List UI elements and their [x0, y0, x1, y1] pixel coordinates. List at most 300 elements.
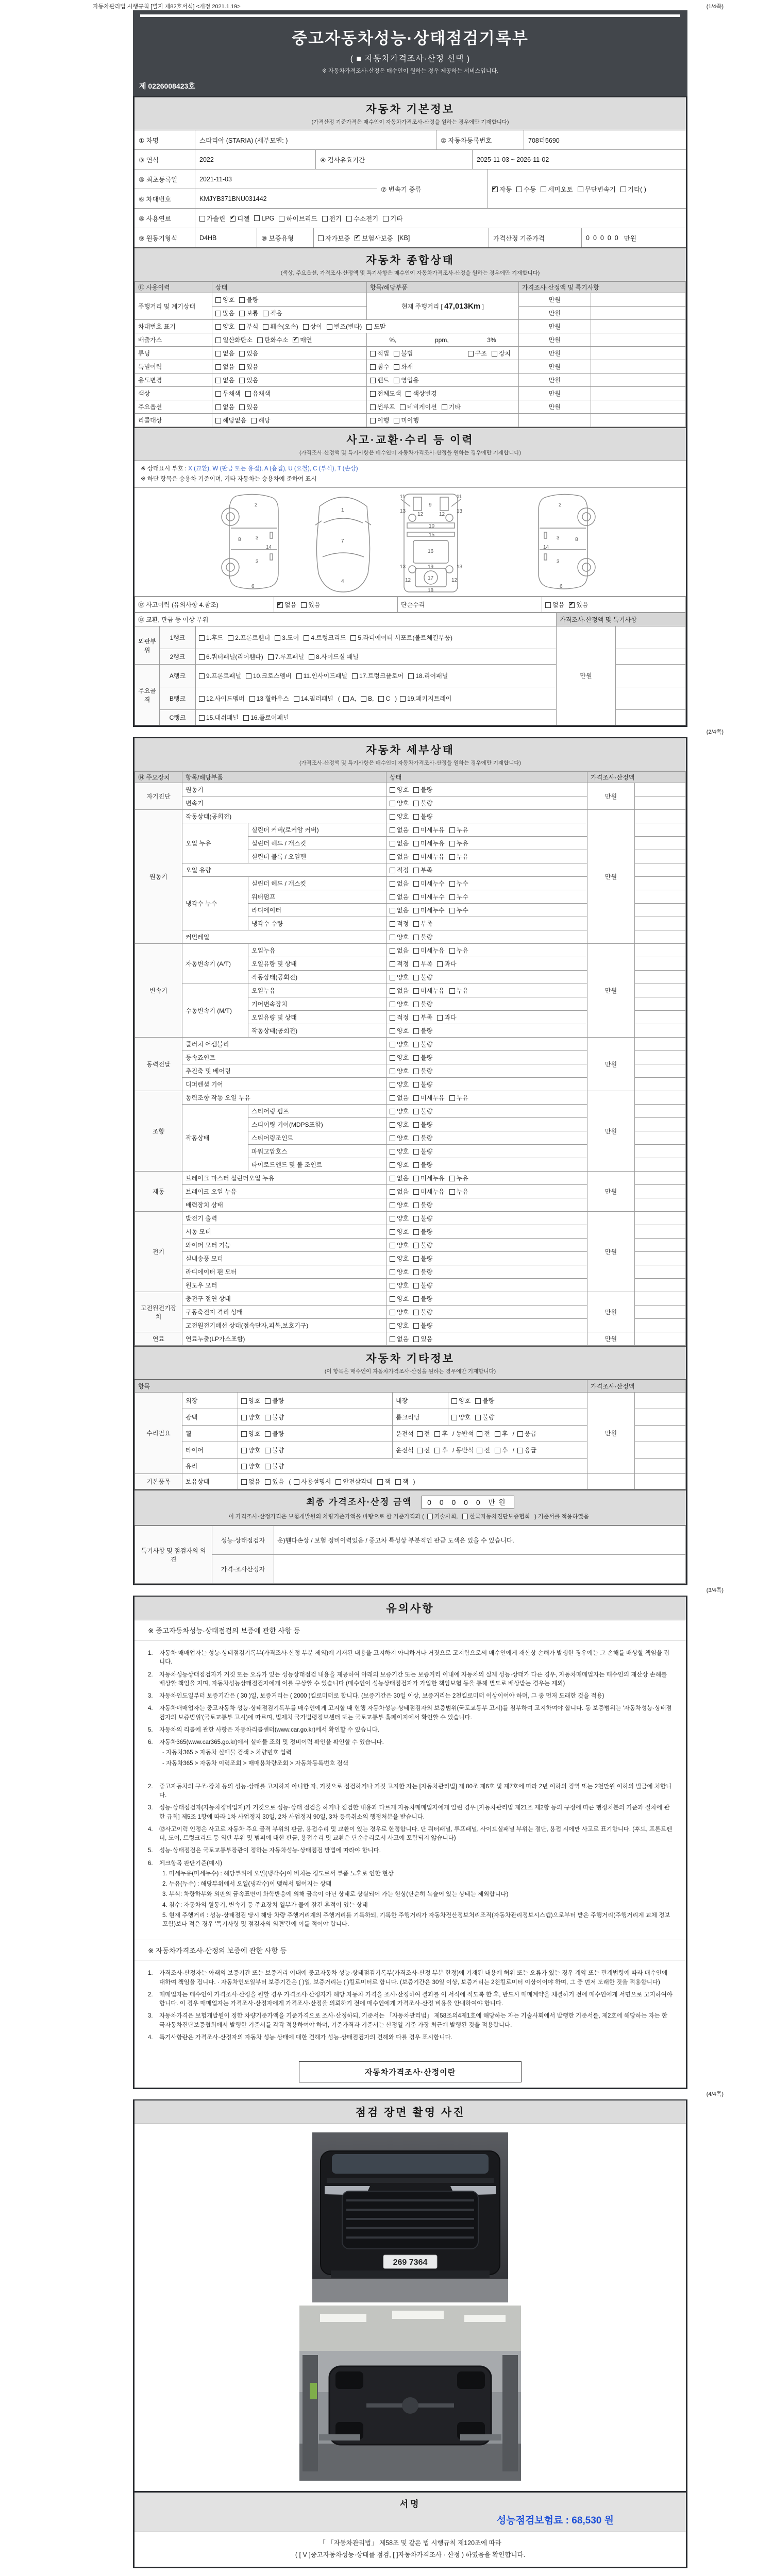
notes-cell: [591, 293, 686, 307]
detail-row: [135, 1038, 686, 1051]
decor-strip: [140, 14, 680, 17]
state-options: [386, 1158, 587, 1172]
state-options: [386, 1239, 587, 1252]
checkbox-icon: [241, 1415, 247, 1420]
option-양호: 양호: [241, 1429, 260, 1438]
confirm-line-1: 「 「자동차관리법」 제58조 및 같은 법 시행규칙 제120조에 따라: [319, 2539, 501, 2547]
license-plate: 269 7364: [393, 2258, 428, 2267]
checkbox-icon: [449, 827, 455, 833]
checkbox-icon: [413, 1069, 419, 1074]
checkbox-icon: [413, 1082, 419, 1088]
checkbox-icon: [378, 696, 384, 702]
checkbox-icon: [413, 1015, 419, 1021]
option-없음: 없음: [390, 852, 409, 861]
glass-options: [238, 1459, 587, 1474]
price-cell: 만원: [519, 360, 591, 374]
option-text: 운전석: [396, 1430, 414, 1438]
option-불량: 불량: [413, 812, 432, 821]
notes-cell: [591, 400, 686, 414]
option-후: 후: [495, 1429, 508, 1438]
option-누유: 누유: [449, 1174, 468, 1182]
checkbox-icon: [413, 1095, 419, 1101]
field-label: ⑥ 차대번호: [135, 189, 195, 208]
notice-item: [148, 1825, 673, 1843]
checkbox-icon: [413, 988, 419, 994]
row-label: 유리: [182, 1459, 238, 1474]
option-불량: 불량: [413, 1214, 432, 1223]
device-group-label: 제동: [135, 1172, 182, 1212]
accident-history-label: ⑫ 사고이력 (유의사항 4.참조): [135, 597, 274, 613]
notes-cell: [635, 1131, 686, 1145]
option-text: / 동반석: [452, 1447, 474, 1454]
option-양호: 양호: [390, 1200, 409, 1209]
sub-group-label: 수동변속기 (M/T): [182, 984, 248, 1038]
option-불량: 불량: [413, 1254, 432, 1263]
notes-cell: [635, 1239, 686, 1252]
checkbox-icon: [390, 1109, 395, 1114]
notes-cell: [635, 1064, 686, 1078]
option-보통: 보통: [239, 309, 258, 317]
checkbox-icon: [417, 1448, 423, 1453]
section-title: 자동차 기본정보: [366, 104, 455, 115]
option-13 휠하우스: 13 휠하우스: [249, 694, 289, 703]
legend-prefix: ※ 상태표시 부호 :: [141, 466, 189, 472]
checkbox-icon: [413, 1243, 419, 1248]
option-양호: 양호: [390, 1053, 409, 1062]
notice-subitem: 3. 부식: 차량하부와 외판의 금속표면이 화학반응에 의해 금속이 아닌 상태로 상실되어 가는 현상(단순히 녹슬어 있는 상태는 제외합니다): [162, 1891, 509, 1898]
special-detail-options: [367, 360, 519, 374]
svg-text:12: 12: [405, 578, 411, 584]
state-options: [386, 944, 587, 957]
checkbox-icon: [279, 216, 284, 222]
notice-item: [148, 1969, 673, 1987]
checkbox-icon: [390, 921, 395, 927]
notice-item: [148, 1991, 673, 2009]
notice-text: 자동차성능상태점검자가 거짓 또는 오류가 있는 성능상태점검 내용을 제공하여 아래의 보증기간 또는 보증거리 이내에 자동차의 실제 성능·상태가 다른 경우, 자동차매매업자는 매수인의 재산상 손해를 배상할 책임을 지며, 자동차성능상태점검자에게 이를 구상할 수 있습니다.(매수인이 성능상태점검자가 가입한 책임보험 등을 통해 별도로 배상받는 경우는 제외): [159, 1671, 667, 1687]
svg-text:17: 17: [428, 575, 434, 582]
checkbox-icon: [265, 1448, 271, 1453]
checkbox-icon: [413, 1310, 419, 1315]
checkbox-icon: [215, 418, 221, 423]
notes-cell: [635, 984, 686, 997]
checkbox-icon: [370, 404, 376, 410]
notes-cell: [635, 1393, 686, 1409]
checkbox-icon: [413, 1028, 419, 1034]
svg-text:14: 14: [543, 545, 549, 551]
option-해당없음: 해당없음: [215, 416, 246, 425]
option-불량: 불량: [413, 785, 432, 794]
checkbox-icon: [350, 635, 356, 641]
checkbox-icon: [390, 1028, 395, 1034]
rank-items: [196, 710, 557, 725]
svg-text:11: 11: [400, 494, 406, 500]
emission-values: [367, 333, 519, 347]
checkbox-icon: [390, 787, 395, 793]
svg-text:3: 3: [557, 559, 560, 565]
tuning-detail: [367, 347, 519, 360]
notice-subitem: - 자동차365 > 자동차 실매물 검색 > 차량번호 입력: [162, 1750, 292, 1756]
checkbox-icon: [390, 1095, 395, 1101]
row-label: 용도변경: [135, 374, 212, 387]
option-text: 운전석: [396, 1447, 414, 1454]
checkbox-icon: [390, 1069, 395, 1074]
option-미세누유: 미세누유: [413, 986, 444, 995]
notes-cell: [635, 1459, 686, 1474]
rank-items: [196, 665, 557, 687]
notes-cell: [635, 1332, 686, 1346]
state-options: [386, 1105, 587, 1118]
field-label: ⑩ 보증유형: [257, 228, 314, 247]
option-불량: 불량: [265, 1396, 284, 1405]
checkbox-icon: [406, 391, 411, 397]
title-band: [133, 10, 687, 96]
table-row: [135, 150, 686, 170]
option-보험사보증: ✔ 보험사보증: [355, 233, 393, 243]
panel-group-label: 외판부위: [135, 626, 160, 665]
option-text: [KB]: [397, 234, 410, 242]
col-header: ⑭ 주요장치: [135, 772, 182, 783]
opinion-group-label: 특기사항 및 점검자의 의견: [135, 1526, 212, 1584]
field-label: ⑨ 원동기형식: [135, 228, 195, 247]
option-없음: 없음: [390, 839, 409, 848]
option-상이: 상이: [303, 322, 322, 331]
price-cell: 만원: [519, 333, 591, 347]
svg-text:12: 12: [439, 512, 445, 518]
notice-number: 3.: [148, 2013, 153, 2020]
notes-cell: [635, 1091, 686, 1105]
section-note: (가격조사·산정액 및 특기사항은 매수인이 자동차가격조사·산정을 원하는 경우에만 기재합니다): [299, 450, 521, 456]
col-header: 가격조사·산정액: [587, 772, 686, 783]
checkbox-icon: [370, 351, 376, 357]
comprehensive-table: [135, 281, 686, 427]
svg-text:12: 12: [451, 578, 458, 584]
notice-text: 자동차 매매업자는 성능·상태점검기록부(가격조사·산정 부분 제외)에 기재된 내용을 고지하지 아니하거나 거짓으로 고지함으로써 매수인에게 재산상 손해가 발생한 경우에는 그 손해를 배상할 책임을 집니다.: [159, 1650, 670, 1666]
notice-subitem: 4. 침수: 자동차의 원동기, 변속기 등 주요장치 일부가 물에 잠긴 흔적이 있는 상태: [162, 1902, 368, 1908]
option-후: 후: [434, 1429, 448, 1438]
option-없음: 없음: [215, 349, 234, 358]
option-기술사회,: 기술사회,: [427, 1512, 458, 1520]
notes-cell: [635, 1078, 686, 1091]
mileage-state-options: [212, 293, 367, 307]
option-불량: 불량: [413, 973, 432, 981]
checkbox-checked-icon: [277, 602, 283, 608]
checkbox-icon: [495, 1431, 500, 1437]
option-불법: 불법: [394, 349, 413, 358]
item-label: 변속기: [182, 796, 386, 810]
state-options: [386, 1172, 587, 1185]
option-누수: 누수: [449, 906, 468, 914]
signature-title: 서명: [399, 2499, 421, 2510]
state-options: [386, 796, 587, 810]
checkbox-icon: [413, 921, 419, 927]
checkbox-icon: [390, 948, 395, 954]
detail-row: [135, 1091, 686, 1105]
checkbox-icon: [413, 1109, 419, 1114]
price-cell: 만원: [519, 307, 591, 320]
option-안전삼각대: 안전삼각대: [335, 1477, 373, 1486]
notes-cell: [616, 649, 686, 665]
state-options: [386, 850, 587, 863]
option-양호: 양호: [390, 1321, 409, 1330]
section-title: 자동차 세부상태: [366, 744, 455, 757]
option-있음: 있음: [301, 600, 320, 609]
item-label: 냉각수 수량: [248, 917, 386, 930]
checkbox-icon: [413, 1229, 419, 1235]
notes-cell: [635, 1105, 686, 1118]
notes-cell: [635, 796, 686, 810]
row-label: 주요옵션: [135, 400, 212, 414]
item-label: 파워고압호스: [248, 1145, 386, 1158]
notes-cell: [635, 1172, 686, 1185]
notice-text: ⑫사고이력 인정은 사고로 자동차 주요 골격 부위의 판금, 용접수리 및 교환이 있는 경우로 한정합니다. 단 쿼터패널, 루프패널, 사이드실패널 부위는 절단, 용접 시에만 사고로 표기합니다. (후드, 프론트펜더, 도어, 트렁크리드 등 외판 부위 및 범퍼에 대한 판금, 용접수리 및 교환은 단순수리로서 사고에 포함되지 않습니다): [159, 1826, 673, 1842]
notice-subtitle-2: ※ 자동차가격조사·산정의 보증에 관한 사항 등: [135, 1940, 686, 1960]
svg-text:16: 16: [428, 549, 434, 555]
table-row: [135, 626, 686, 649]
price-cell: [587, 1474, 635, 1489]
option-불량: 불량: [413, 1107, 432, 1115]
svg-text:14: 14: [266, 545, 272, 551]
current-mileage: [367, 293, 519, 320]
exchange-panel-table: [135, 613, 686, 725]
checkbox-icon: [318, 235, 324, 241]
checkbox-icon: [449, 1095, 455, 1101]
option-6.쿼터패널(리어휀다): 6.쿼터패널(리어휀다): [199, 652, 263, 661]
svg-text:12: 12: [417, 512, 424, 518]
col-header: 항목: [135, 1380, 587, 1393]
usage-detail-options: [367, 374, 519, 387]
option-누수: 누수: [449, 892, 468, 901]
option-없음: 없음: [390, 946, 409, 955]
notice-item: [148, 1704, 673, 1722]
checkbox-icon: [390, 1189, 395, 1195]
checkbox-icon: [199, 654, 205, 660]
vin-state-options: [212, 320, 519, 333]
checkbox-icon: [390, 1323, 395, 1329]
option-없음: 없음: [390, 1174, 409, 1182]
checkbox-icon: [370, 391, 376, 397]
option-후: 후: [495, 1446, 508, 1454]
option-있음: 있음: [239, 362, 258, 371]
option-수동: 수동: [516, 184, 536, 194]
checkbox-icon: [413, 1042, 419, 1047]
confirmation-text: [135, 2532, 686, 2567]
device-group-label: 동력전달: [135, 1038, 182, 1091]
table-row: [135, 400, 686, 414]
checkbox-icon: [239, 404, 245, 410]
state-options: [386, 877, 587, 890]
option-양호: 양호: [390, 1294, 409, 1303]
option-불량: 불량: [413, 999, 432, 1008]
option-있음: 있음: [239, 376, 258, 384]
notes-cell: [591, 414, 686, 427]
option-과다: 과다: [437, 959, 456, 968]
svg-text:2: 2: [559, 502, 562, 509]
option-불량: 불량: [265, 1446, 284, 1454]
option-미세누수: 미세누수: [413, 879, 444, 888]
svg-text:3: 3: [256, 535, 259, 541]
option-text: / 동반석: [452, 1430, 474, 1438]
checkbox-icon: [390, 854, 395, 860]
option-수소전기: 수소전기: [346, 214, 378, 223]
notice-header: [135, 1597, 686, 1620]
notes-cell: [635, 957, 686, 971]
checkbox-icon: [413, 908, 419, 913]
checkbox-icon: [413, 961, 419, 967]
option-침수: 침수: [370, 362, 389, 371]
checkbox-icon: [390, 1015, 395, 1021]
final-price-digits: [422, 1496, 514, 1509]
checkbox-icon: [475, 1415, 481, 1420]
checkbox-icon: [301, 602, 307, 608]
item-label: 윈도우 모터: [182, 1279, 386, 1292]
notice-item: [148, 1726, 673, 1735]
checkbox-icon: [413, 868, 419, 873]
option-양호: 양호: [390, 1281, 409, 1290]
svg-text:13: 13: [400, 509, 406, 515]
checkbox-icon: [241, 1431, 247, 1437]
col-header: 항목/해당부품: [182, 772, 386, 783]
checkbox-icon: [268, 654, 274, 660]
row-label: 특별이력: [135, 360, 212, 374]
rank-items: [196, 687, 557, 710]
state-symbol-legend: [135, 461, 686, 488]
checkbox-icon: [400, 404, 406, 410]
notes-cell: [635, 1185, 686, 1198]
notes-cell: [635, 997, 686, 1011]
checkbox-icon: [390, 881, 395, 887]
checkbox-icon: [361, 696, 366, 702]
emission-hc: ppm,: [434, 336, 449, 344]
checkbox-icon: [516, 187, 522, 192]
checkbox-icon: [383, 216, 389, 222]
fuel-options: [195, 209, 686, 228]
notice-text: 성능·상태점검은 국토교통부장관이 정하는 자동차성능·상태점검 방법에 따라야 합니다.: [159, 1848, 381, 1854]
svg-text:3: 3: [256, 559, 259, 565]
option-도말: 도말: [366, 322, 385, 331]
interior-options: [448, 1393, 587, 1409]
option-누유: 누유: [449, 986, 468, 995]
row-label: 보유상태: [182, 1474, 238, 1489]
sub-group-label: 작동상태: [182, 1105, 248, 1172]
option-부족: 부족: [413, 959, 432, 968]
notice-item: [148, 1783, 673, 1801]
option-양호: 양호: [390, 785, 409, 794]
checkbox-icon: [495, 1448, 500, 1453]
checkbox-icon: [413, 1189, 419, 1195]
checkbox-icon: [246, 673, 251, 679]
checkbox-icon: [413, 1055, 419, 1061]
detail-row: [135, 944, 686, 957]
photo-header: [135, 2100, 686, 2124]
option-양호: 양호: [451, 1413, 470, 1421]
notes-cell: [635, 1212, 686, 1225]
option-일산화탄소: 일산화탄소: [215, 335, 253, 344]
notes-cell: [635, 877, 686, 890]
state-options: [386, 1212, 587, 1225]
checkbox-icon: [215, 337, 221, 343]
state-options: [386, 1078, 587, 1091]
detail-row: [135, 1172, 686, 1185]
page-marker-1: (1/4쪽): [706, 4, 724, 10]
option-없음: 없음: [215, 402, 234, 411]
state-options: [386, 917, 587, 930]
checkbox-icon: [390, 935, 395, 940]
table-row: [135, 374, 686, 387]
option-탄화수소: 탄화수소: [257, 335, 288, 344]
price-select-line: ( ■ 자동차가격조사·산정 선택 ): [350, 55, 470, 63]
checkbox-icon: [413, 1336, 419, 1342]
option-text: (: [338, 695, 340, 703]
option-불량: 불량: [413, 1241, 432, 1249]
notice-item: [148, 1692, 673, 1701]
option-16.플로어패널: 16.플로어패널: [243, 713, 289, 722]
item-label: 충전구 절연 상태: [182, 1292, 386, 1306]
state-options: [386, 1306, 587, 1319]
amount: 0 0 0 0 0: [427, 1498, 483, 1507]
option-전기: 전기: [322, 214, 342, 223]
checkbox-icon: [437, 1015, 443, 1021]
checkbox-icon: [541, 187, 546, 192]
sub-group-label: 냉각수 누수: [182, 877, 248, 930]
checkbox-icon: [620, 187, 626, 192]
notice-text: 자동차인도일부터 보증기간은 ( 30 )일, 보증거리는 ( 2000 )킬로미터로 합니다. (보증기간은 30일 이상, 보증거리는 2천킬로미터 이상이어야 하며, 그 중 먼저 도래한 것을 적용): [159, 1693, 604, 1700]
option-자가보증: 자가보증: [318, 233, 350, 243]
checkbox-icon: [335, 1479, 341, 1485]
price-cell: 만원: [519, 320, 591, 333]
state-options: [386, 1319, 587, 1332]
option-무채색: 무채색: [215, 389, 241, 398]
notice-item: [148, 2033, 673, 2042]
checkbox-icon: [390, 1283, 395, 1289]
checkbox-icon: [394, 351, 399, 357]
checkbox-icon: [427, 1514, 433, 1519]
transmission-options: [488, 170, 686, 208]
table-row: [135, 597, 686, 613]
table-row: [135, 1393, 686, 1409]
option-불량: 불량: [475, 1413, 494, 1421]
checkbox-icon: [449, 948, 455, 954]
checkbox-icon: [413, 948, 419, 954]
notes-cell: [635, 1265, 686, 1279]
row-label: 주행거리 및 계기상태: [135, 293, 212, 320]
field-label: ⑧ 사용연료: [135, 209, 195, 228]
device-group-label: 연료: [135, 1332, 182, 1346]
page-marker-4: (4/4쪽): [706, 2091, 724, 2098]
notice-number: 1.: [148, 1970, 153, 1977]
price-cell: [519, 414, 591, 427]
checkbox-icon: [239, 324, 245, 330]
special-options: [212, 360, 367, 374]
notes-cell: [591, 320, 686, 333]
option-유채색: 유채색: [245, 389, 271, 398]
page3-box: [133, 1596, 687, 2089]
checkbox-icon: [417, 1431, 423, 1437]
option-적정: 적정: [390, 1013, 409, 1022]
svg-text:13: 13: [457, 509, 463, 515]
state-options: [386, 1265, 587, 1279]
option-양호: 양호: [241, 1446, 260, 1454]
option-없음: 없음: [390, 892, 409, 901]
option-4.트렁크리드: 4.트렁크리드: [304, 633, 346, 642]
col-header: 항목/해당부품: [367, 282, 519, 293]
checkbox-icon: [390, 961, 395, 967]
state-options: [386, 1292, 587, 1306]
regulation-caption: 자동차관리법 시행규칙 [별지 제82호서식] <개정 2021.1.19>: [93, 4, 241, 10]
checkbox-icon: [199, 673, 205, 679]
main-option-options: [212, 400, 367, 414]
checkbox-icon: [275, 635, 280, 641]
checkbox-icon: [394, 418, 399, 423]
